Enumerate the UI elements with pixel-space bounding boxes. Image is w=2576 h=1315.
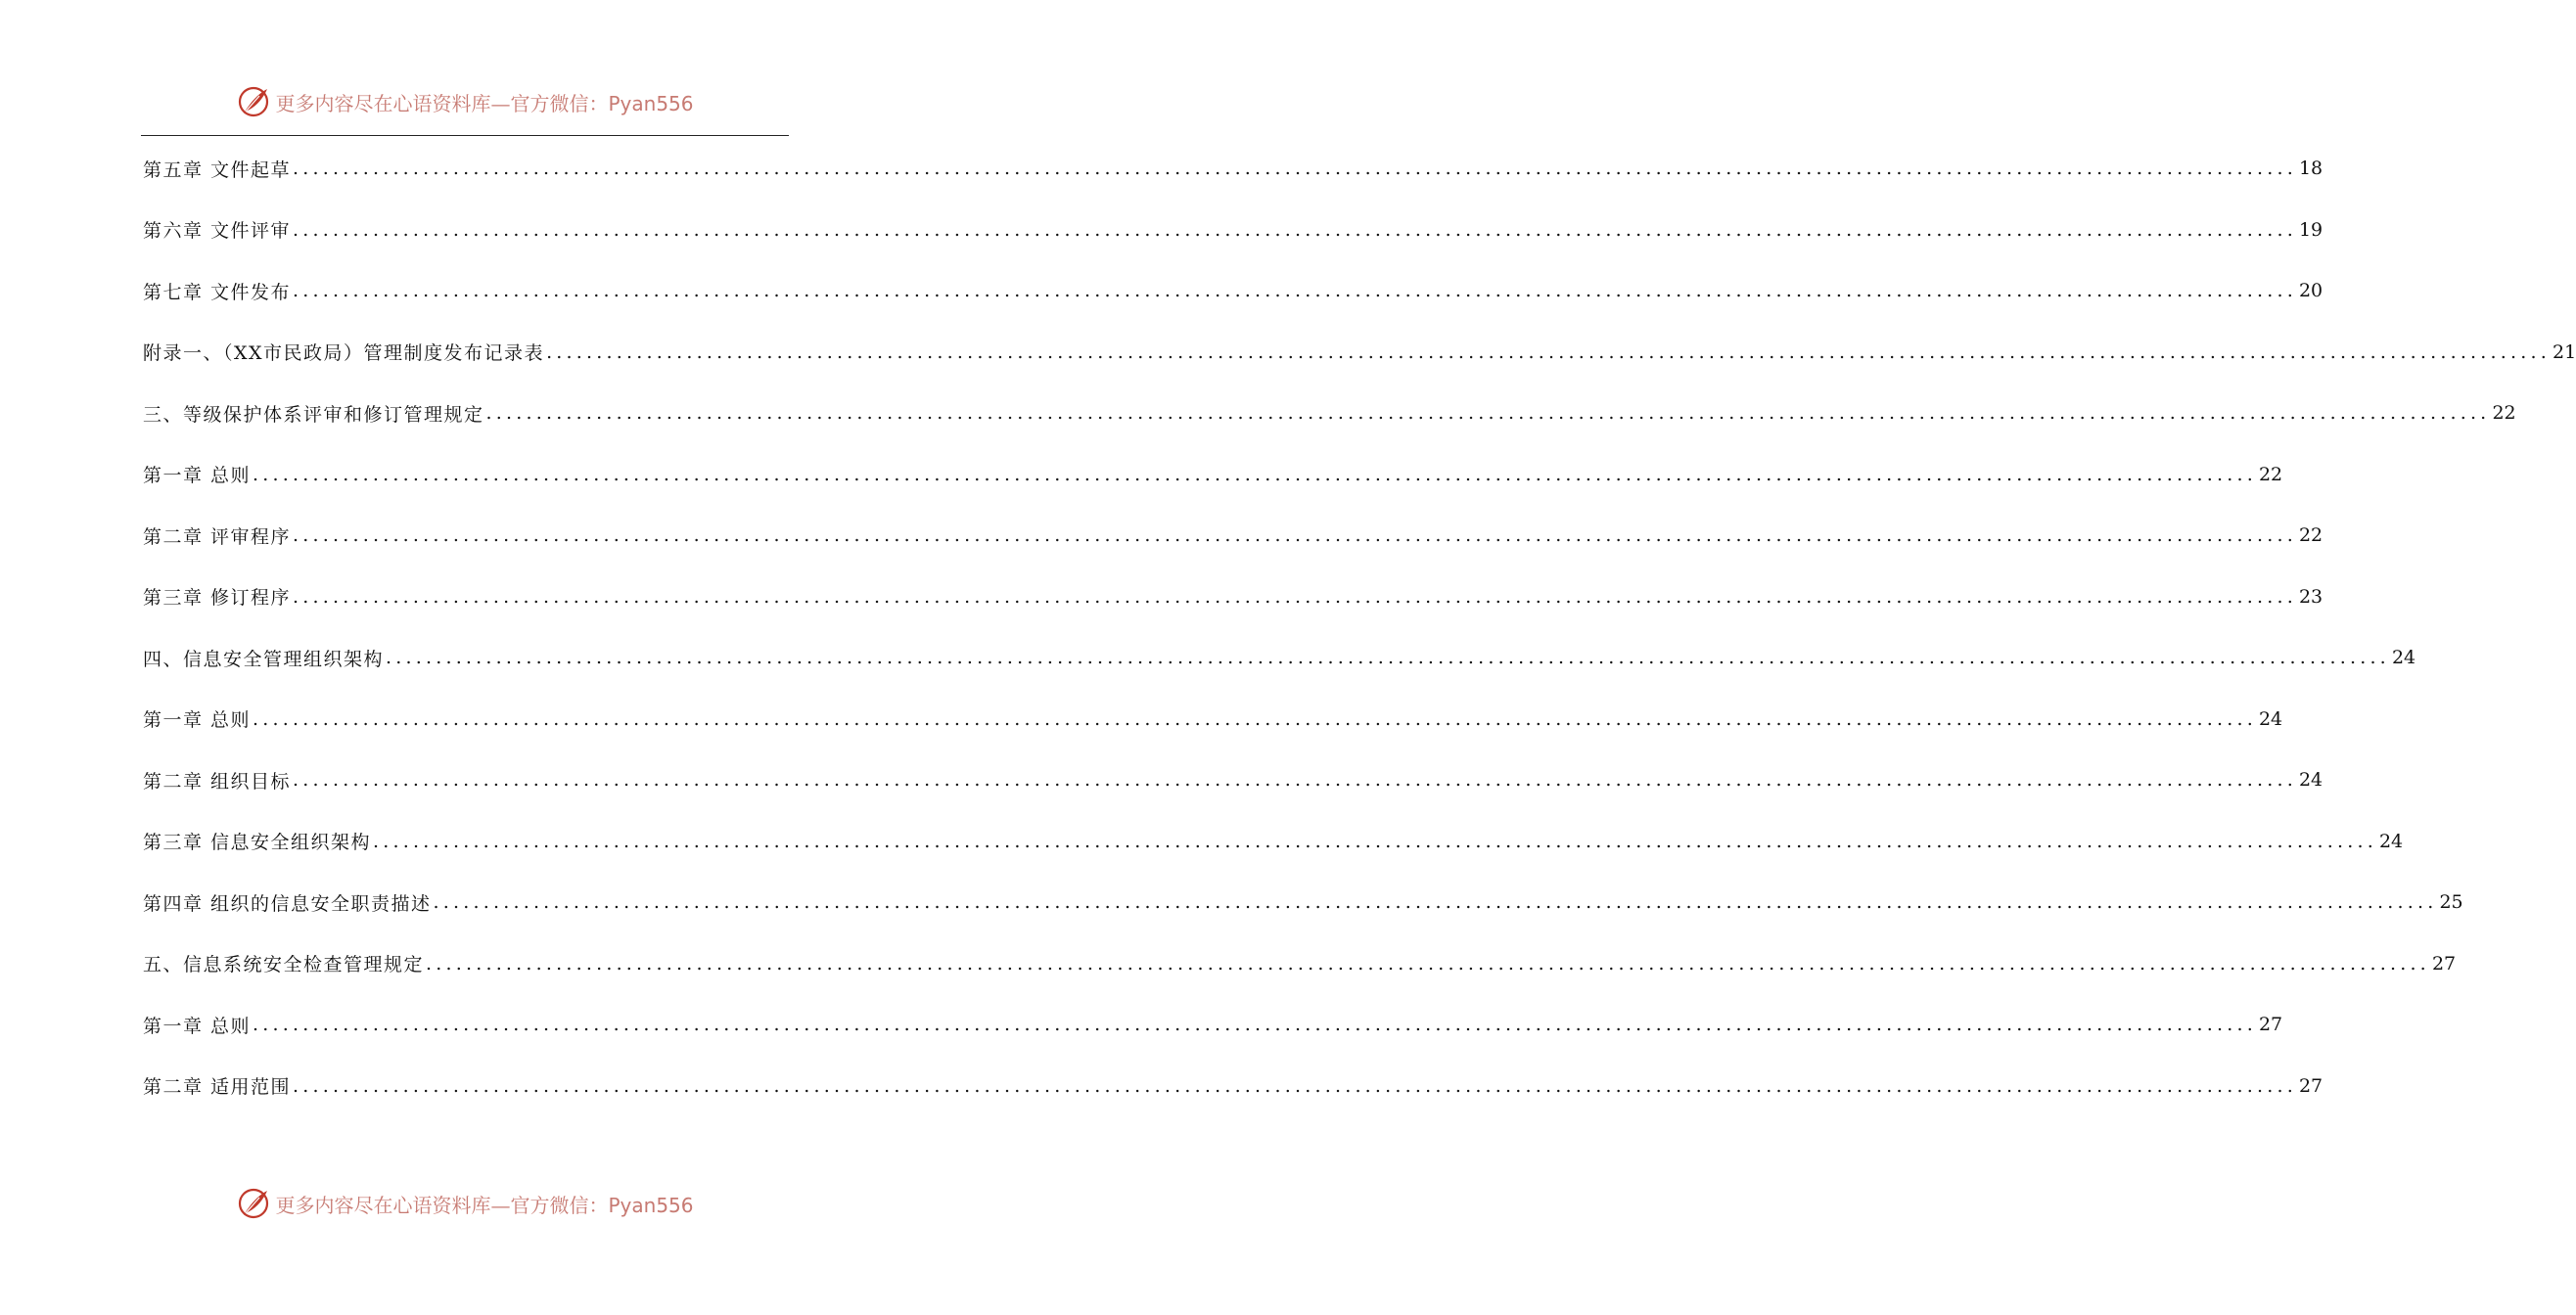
toc-entry[interactable] <box>143 383 2516 444</box>
toc-entry-page: 20 <box>2298 280 2323 302</box>
toc-entry[interactable] <box>143 749 2323 811</box>
toc-dot-leader: ........................................................................................................................................................................................................ <box>253 1014 2257 1036</box>
toc-entry[interactable] <box>143 994 2283 1056</box>
header-rule <box>141 135 789 136</box>
toc-entry-page: 27 <box>2431 952 2457 975</box>
toc-dot-leader: ........................................................................................................................................................................................................ <box>253 463 2257 485</box>
toc-entry[interactable] <box>143 260 2323 322</box>
toc-entry-title: 第七章 文件发布 <box>143 281 292 303</box>
toc-entry-page: 23 <box>2298 585 2323 608</box>
toc-entry-page: 24 <box>2258 707 2283 730</box>
toc-dot-leader: ........................................................................................................................................................................................................ <box>546 340 2551 363</box>
toc-entry-title: 第二章 评审程序 <box>143 525 292 548</box>
toc-entry-page: 22 <box>2258 463 2283 485</box>
toc-entry-page: 24 <box>2298 769 2323 792</box>
toc-entry[interactable] <box>143 505 2323 567</box>
toc-dot-leader: ........................................................................................................................................................................................................ <box>373 830 2377 852</box>
toc-entry[interactable] <box>143 872 2463 933</box>
toc-entry-page: 27 <box>2298 1074 2323 1097</box>
toc-dot-leader: ........................................................................................................................................................................................................ <box>293 524 2297 547</box>
toc-entry-page: 25 <box>2439 891 2463 914</box>
toc-entry-title: 第六章 文件评审 <box>143 220 292 243</box>
toc-entry[interactable] <box>143 627 2416 689</box>
toc-dot-leader: ........................................................................................................................................................................................................ <box>485 402 2491 425</box>
toc-entry[interactable] <box>143 322 2576 384</box>
toc-entry-page: 24 <box>2378 830 2404 852</box>
toc-entry[interactable] <box>143 567 2323 628</box>
toc-entry[interactable] <box>143 1056 2323 1117</box>
toc-dot-leader: ........................................................................................................................................................................................................ <box>253 707 2257 730</box>
toc-entry-page: 22 <box>2492 402 2516 425</box>
toc-dot-leader: ........................................................................................................................................................................................................ <box>293 769 2297 792</box>
table-of-contents <box>143 138 2576 1116</box>
toc-entry-title: 第三章 信息安全组织架构 <box>143 832 372 854</box>
toc-entry[interactable] <box>143 933 2457 995</box>
banner-text: 更多内容尽在心语资料库—官方微信：Pyan556 <box>275 1193 694 1217</box>
toc-dot-leader: ........................................................................................................................................................................................................ <box>386 647 2390 669</box>
toc-entry-title: 第三章 修订程序 <box>143 587 292 610</box>
toc-entry[interactable] <box>143 138 2323 200</box>
toc-dot-leader: ........................................................................................................................................................................................................ <box>293 218 2297 241</box>
toc-dot-leader: ........................................................................................................................................................................................................ <box>426 952 2430 975</box>
toc-entry[interactable] <box>143 200 2323 261</box>
toc-entry[interactable] <box>143 444 2283 506</box>
toc-entry-title: 第一章 总则 <box>143 1015 252 1037</box>
toc-dot-leader: ........................................................................................................................................................................................................ <box>293 1074 2297 1097</box>
toc-entry[interactable] <box>143 689 2283 750</box>
toc-entry-page: 19 <box>2298 218 2323 241</box>
toc-entry-title: 第二章 适用范围 <box>143 1076 292 1099</box>
toc-entry-title: 三、等级保护体系评审和修订管理规定 <box>143 403 484 426</box>
toc-entry-title: 第四章 组织的信息安全职责描述 <box>143 892 432 915</box>
quill-logo-icon <box>236 84 271 119</box>
footer-banner <box>0 1182 930 1225</box>
toc-entry-title: 第一章 总则 <box>143 709 252 732</box>
toc-entry[interactable] <box>143 811 2404 873</box>
toc-entry-title: 第五章 文件起草 <box>143 159 292 181</box>
toc-entry-page: 18 <box>2298 158 2323 180</box>
toc-entry-page: 21 <box>2552 340 2576 363</box>
toc-dot-leader: ........................................................................................................................................................................................................ <box>293 158 2297 180</box>
banner-text: 更多内容尽在心语资料库—官方微信：Pyan556 <box>275 91 694 115</box>
toc-entry-page: 22 <box>2298 524 2323 547</box>
quill-logo-icon <box>236 1186 271 1221</box>
header-banner <box>0 80 930 123</box>
toc-entry-title: 附录一、（XX市民政局）管理制度发布记录表 <box>143 342 545 365</box>
toc-entry-page: 27 <box>2258 1014 2283 1036</box>
toc-dot-leader: ........................................................................................................................................................................................................ <box>433 891 2438 914</box>
toc-dot-leader: ........................................................................................................................................................................................................ <box>293 585 2297 608</box>
toc-entry-title: 第一章 总则 <box>143 465 252 487</box>
toc-entry-title: 五、信息系统安全检查管理规定 <box>143 954 425 976</box>
toc-entry-page: 24 <box>2391 647 2416 669</box>
toc-dot-leader: ........................................................................................................................................................................................................ <box>293 280 2297 302</box>
toc-entry-title: 四、信息安全管理组织架构 <box>143 648 385 670</box>
toc-entry-title: 第二章 组织目标 <box>143 770 292 793</box>
